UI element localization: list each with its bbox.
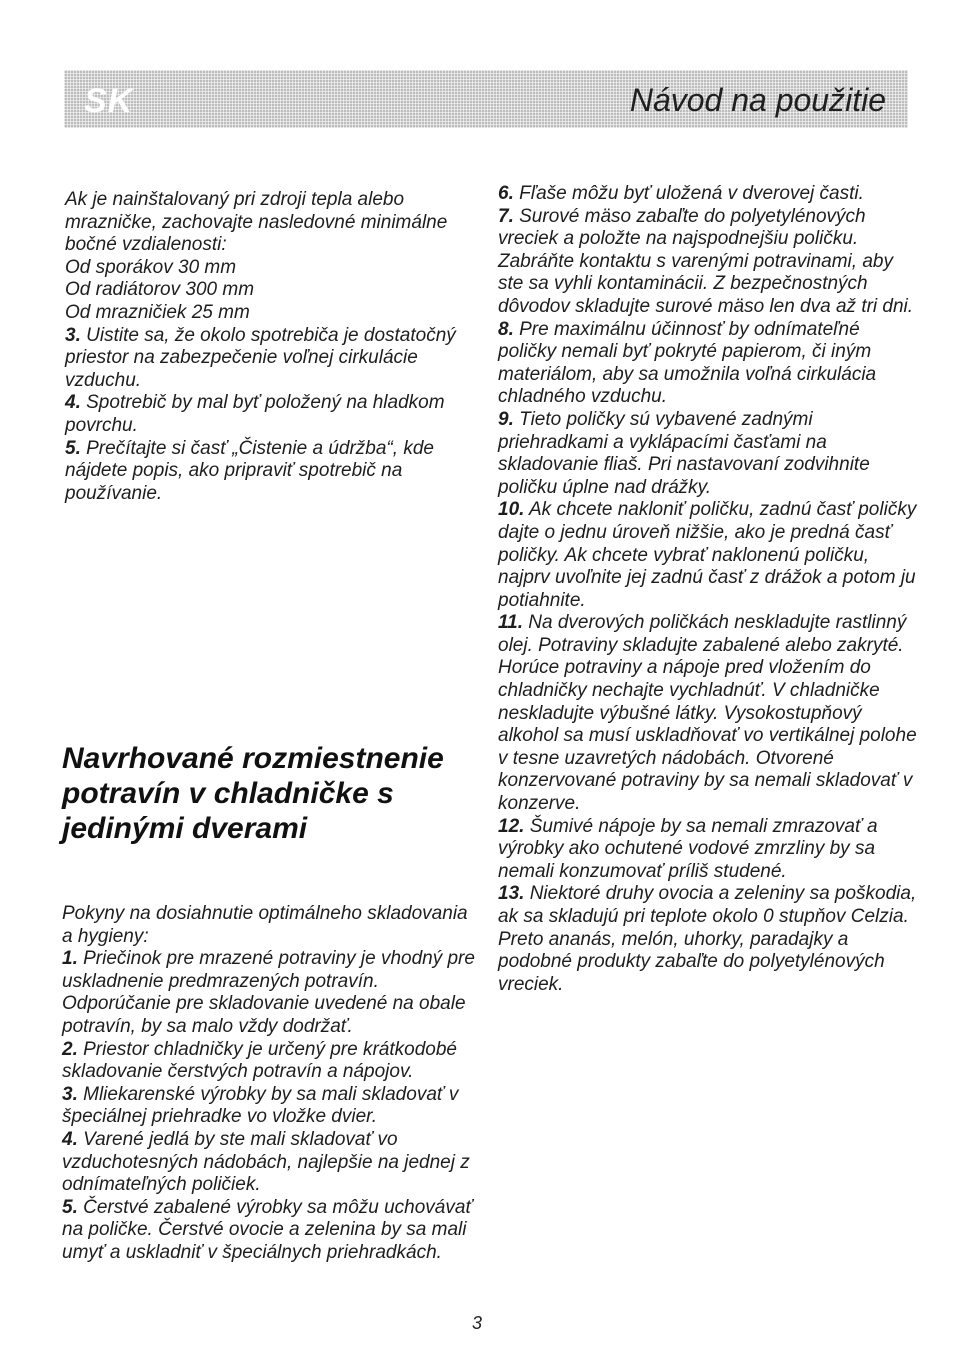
intro-block <box>65 189 485 505</box>
item-number: 12. <box>498 815 525 837</box>
list-item <box>498 499 918 612</box>
intro-text: Ak je nainštalovaný pri zdroji tepla alebo mrazničke, zachovajte nasledovné minimálne bočné vzdialenosti: <box>65 189 448 256</box>
item-number: 5. <box>65 437 81 459</box>
language-code: SK <box>84 82 134 120</box>
list-item <box>498 206 918 319</box>
item-number: 4. <box>65 392 81 414</box>
list-item <box>498 883 918 996</box>
list-item <box>62 948 482 1038</box>
item-text: Priestor chladničky je určený pre krátkodobé skladovanie čerstvých potravín a nápojov. <box>62 1038 457 1083</box>
item-number: 11. <box>498 612 524 634</box>
item-number: 8. <box>498 318 514 340</box>
list-item <box>498 319 918 409</box>
intro-distance: Od radiátorov 300 mm <box>65 279 255 301</box>
list-item <box>62 1129 482 1197</box>
item-text: Fľaše môžu byť uložená v dverovej časti. <box>513 183 864 204</box>
tips-block <box>62 903 482 1265</box>
section-lead: Pokyny na dosiahnutie optimálneho skladovania a hygieny: <box>62 903 468 947</box>
list-item <box>498 612 918 815</box>
item-text: Mliekarenské výrobky by sa mali skladovať v špeciálnej priehradke vo vložke dvier. <box>62 1083 459 1128</box>
list-item <box>65 325 485 393</box>
intro-distance: Od mrazničiek 25 mm <box>65 301 250 323</box>
list-item <box>498 409 918 499</box>
list-item <box>65 438 485 506</box>
item-text: Tieto poličky sú vybavené zadnými priehradkami a vyklápacími časťami na skladovanie fliaš. Pri nastavovaní zodvihnite poličku úplne nad drážky. <box>498 408 870 498</box>
item-number: 3. <box>65 324 81 346</box>
item-number: 3. <box>62 1083 78 1105</box>
item-text: Čerstvé zabalené výrobky sa môžu uchovávať na poličke. Čerstvé ovocie a zelenina by sa mali umyť a uskladniť v špeciálnych priehradkách. <box>62 1196 473 1263</box>
item-text: Na dverových poličkách neskladujte rastlinný olej. Potraviny skladujte zabalené alebo zakryté. Horúce potraviny a nápoje pred vložením do chladničky nechajte vychladnúť. V chladničke neskladujte výbušné látky. Vysokostupňový alkohol sa musí uskladňovať vo vertikálnej polohe v tesne uzavretých nádobách. Otvorené konzervované potraviny by sa nemali skladovať v konzerve. <box>498 612 917 815</box>
item-number: 7. <box>498 205 514 227</box>
item-number: 10. <box>498 499 525 521</box>
section-heading: Navrhované rozmiestnenie potravín v chladničke s jedinými dverami <box>62 742 444 845</box>
item-text: Niektoré druhy ovocia a zeleniny sa poškodia, ak sa skladujú pri teplote okolo 0 stupňov Celzia. Preto ananás, melón, uhorky, paradajky a podobné produkty zabaľte do polyetylénových vreciek. <box>498 883 917 995</box>
page-number: 3 <box>471 1313 482 1333</box>
item-text: Uistite sa, že okolo spotrebiča je dostatočný priestor na zabezpečenie voľnej cirkulácie vzduchu. <box>65 324 456 391</box>
item-text: Surové mäso zabaľte do polyetylénových vreciek a položte na najspodnejšiu poličku. Zabráňte kontaktu s varenými potravinami, aby ste sa vyhli kontaminácii. Z bezpečnostných dôvodov skladujte surové mäso len dva až tri dni. <box>498 205 914 317</box>
item-text: Priečinok pre mrazené potraviny je vhodný pre uskladnenie predmrazených potravín. Odporúčanie pre skladovanie uvedené na obale potravín, by sa malo vždy dodržať. <box>62 948 475 1037</box>
item-number: 9. <box>498 408 514 430</box>
item-number: 1. <box>62 948 78 970</box>
list-item <box>498 816 918 884</box>
list-item <box>65 392 485 437</box>
item-text: Šumivé nápoje by sa nemali zmrazovať a výrobky ako ochutené vodové zmrzliny by sa nemali konzumovať príliš studené. <box>498 815 878 882</box>
item-number: 5. <box>62 1196 78 1218</box>
list-item <box>62 1039 482 1084</box>
list-item <box>62 1197 482 1265</box>
right-column <box>498 183 918 996</box>
item-text: Pre maximálnu účinnosť by odnímateľné poličky nemali byť pokryté papierom, či iným materiálom, aby sa umožnila voľná cirkulácia chladného vzduchu. <box>498 318 877 408</box>
item-number: 13. <box>498 883 525 905</box>
item-text: Spotrebič by mal byť položený na hladkom povrchu. <box>65 392 445 436</box>
header-bar <box>64 70 908 128</box>
list-item <box>498 183 918 206</box>
list-item <box>62 1084 482 1129</box>
item-number: 4. <box>62 1128 78 1150</box>
item-text: Prečítajte si časť „Čistenie a údržba“, kde nájdete popis, ako pripraviť spotrebič na používanie. <box>65 437 434 504</box>
intro-distance: Od sporákov 30 mm <box>65 256 237 278</box>
item-number: 6. <box>498 183 514 204</box>
item-text: Varené jedlá by ste mali skladovať vo vzduchotesných nádobách, najlepšie na jednej z odnímateľných poličiek. <box>62 1128 470 1196</box>
document-title: Návod na použitie <box>629 82 886 118</box>
item-text: Ak chcete nakloniť poličku, zadnú časť poličky dajte o jednu úroveň nižšie, ako je predná časť poličky. Ak chcete vybrať naklonenú poličku, najprv uvoľnite jej zadnú časť z drážok a potom ju potiahnite. <box>498 499 917 611</box>
item-number: 2. <box>62 1038 78 1060</box>
